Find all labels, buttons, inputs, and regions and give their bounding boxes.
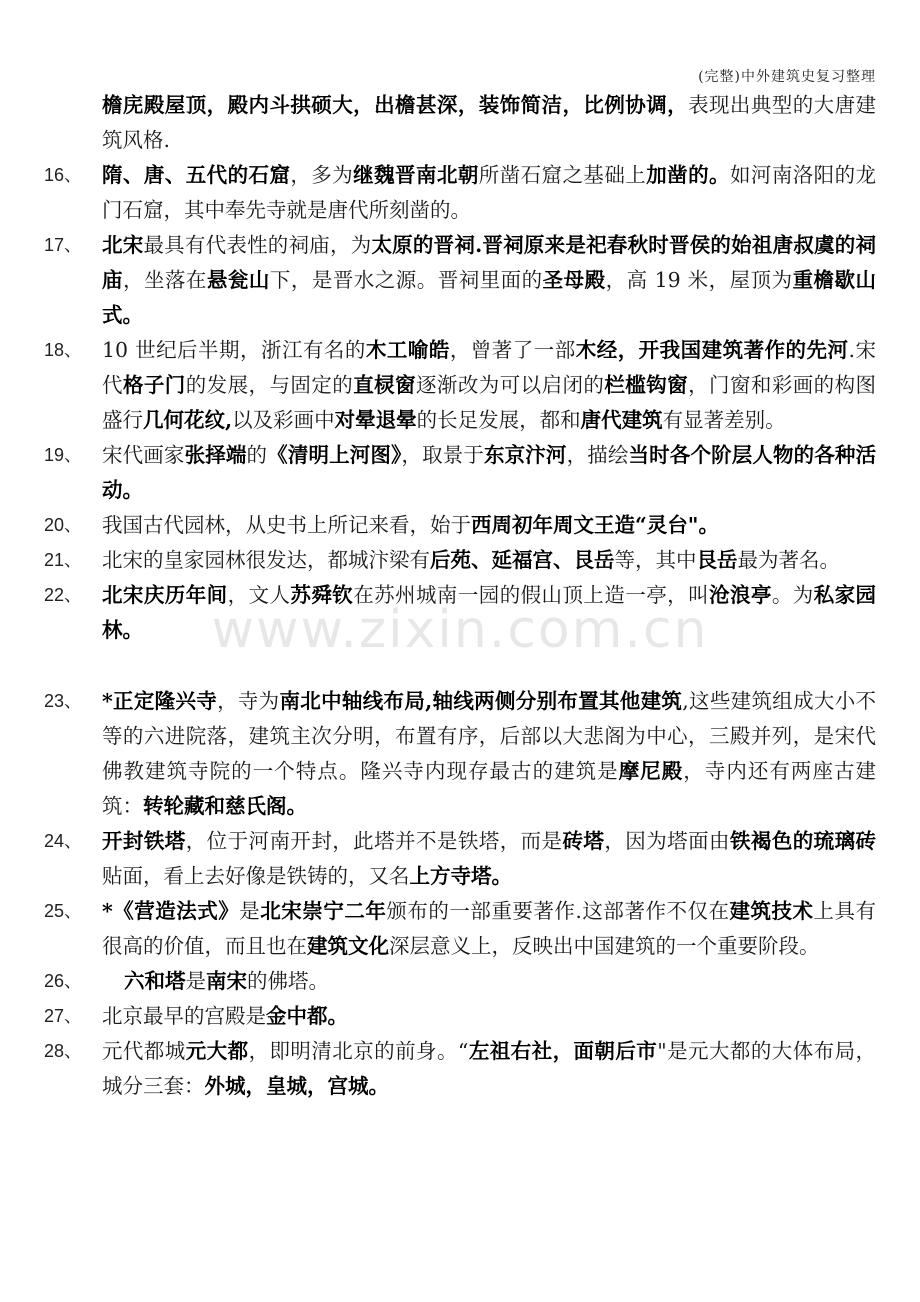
body-text: 的发展，与固定的: [185, 373, 354, 397]
emphasis-text: 六和塔: [124, 969, 186, 993]
emphasis-text: 建筑技术: [729, 899, 814, 923]
emphasis-text: 太原的晋祠.晋祠原来是祀春秋时晋侯的始祖唐叔虞的祠庙: [102, 233, 877, 292]
emphasis-text: 直棂窗: [353, 373, 416, 397]
item-text: [102, 578, 876, 648]
body-text: 贴面，看上去好像是铁铸的，又名: [102, 864, 410, 888]
emphasis-text: 北宋庆历年间: [102, 583, 228, 607]
body-text: ，坐落在: [122, 268, 207, 292]
list-item: [0, 1034, 920, 1104]
emphasis-text: 北宋: [102, 233, 144, 257]
item-number: 26、: [44, 971, 83, 991]
emphasis-text: *《营造法式》: [102, 899, 240, 923]
item-text: [102, 508, 876, 543]
item-text: [102, 964, 876, 999]
body-text: ，位于河南开封，此塔并不是铁塔，而是: [185, 829, 563, 853]
body-text: ，寺为: [217, 689, 280, 713]
emphasis-text: 檐庑殿屋顶，殿内斗拱硕大，出檐甚深，装饰简洁，比例协调，: [102, 93, 689, 117]
item-number: 16、: [44, 165, 83, 185]
emphasis-text: 东京汴河: [484, 443, 567, 467]
item-number: 20、: [44, 515, 83, 535]
emphasis-text: 金中都。: [266, 1004, 348, 1028]
list-item: [0, 894, 920, 964]
emphasis-text: 铁褐色的琉璃砖: [729, 829, 877, 853]
body-text: 最为著名。: [737, 548, 840, 572]
item-number: 17、: [44, 235, 83, 255]
item-number: 23、: [44, 691, 83, 711]
body-text: 以及彩画中: [232, 408, 335, 432]
paragraph-gap: [0, 648, 920, 684]
body-text: 北京最早的宫殿是: [102, 1004, 266, 1028]
emphasis-text: 栏槛钩窗: [604, 373, 689, 397]
document-body: [0, 88, 920, 1104]
emphasis-text: 开封铁塔: [102, 829, 186, 853]
emphasis-text: 后苑、延福宫、艮岳: [430, 548, 615, 572]
emphasis-text: 元大都: [185, 1039, 249, 1063]
body-text: ，描绘: [566, 443, 629, 467]
body-text: 逐渐改为可以启闭的: [415, 373, 605, 397]
list-item: [0, 964, 920, 999]
item-number: 22、: [44, 585, 83, 605]
emphasis-text: 《清明上河图》: [267, 443, 402, 467]
list-item: [0, 578, 920, 648]
body-text: ，寺内还有两座古建筑：: [102, 759, 877, 818]
item-text: [102, 1034, 876, 1104]
body-text: 如河南洛阳的龙门石窟，其中奉先寺就是唐代所刻凿的。: [102, 163, 877, 222]
emphasis-text: 转轮藏和慈氏阁。: [143, 794, 307, 818]
body-text: ，即明清北京的前身。“: [248, 1039, 469, 1063]
emphasis-text: 悬瓮山: [206, 268, 270, 292]
item-text: [102, 228, 876, 333]
item-text: [102, 333, 876, 438]
list-item: [0, 228, 920, 333]
body-text: 。为: [771, 583, 814, 607]
list-item: [0, 684, 920, 824]
item-text: [102, 543, 876, 578]
body-text: 的: [246, 443, 268, 467]
body-text: 是: [239, 899, 261, 923]
item-number: 27、: [44, 1006, 83, 1026]
body-text: 是: [185, 969, 206, 993]
body-text: 我国古代园林，从史书上所记来看，始于: [102, 513, 471, 537]
item-text: [102, 438, 876, 508]
list-item: [0, 543, 920, 578]
emphasis-text: 圣母殿: [542, 268, 606, 292]
item-number: 28、: [44, 1041, 83, 1061]
emphasis-text: 上方寺塔。: [409, 864, 512, 888]
list-item: [0, 158, 920, 228]
emphasis-text: 对晕退晕: [334, 408, 417, 432]
emphasis-text: 木工喻皓: [365, 338, 450, 362]
item-text: [102, 88, 876, 158]
emphasis-text: 张择端: [184, 443, 247, 467]
body-text: 北宋的皇家园林很发达，都城汴梁有: [102, 548, 430, 572]
item-text: [102, 824, 876, 894]
item-text: [102, 894, 876, 964]
page-header-title: (完整)中外建筑史复习整理: [698, 69, 876, 85]
emphasis-text: 南宋: [206, 969, 247, 993]
emphasis-text: 摩尼殿: [618, 759, 684, 783]
item-number: 18、: [44, 340, 83, 360]
emphasis-text: 木经，开我国建筑著作的先河: [575, 338, 849, 362]
body-text: "是元大都的大体布局，城分三套：: [102, 1039, 877, 1098]
emphasis-text: 南北中轴线布局,轴线两侧分别布置其他建筑: [279, 689, 683, 713]
emphasis-text: 左祖右社，面朝后市: [468, 1039, 658, 1063]
item-number: 21、: [44, 550, 83, 570]
item-text: [102, 999, 876, 1034]
body-text: 表现出典型的大唐建筑风格.: [102, 93, 877, 152]
list-item: [0, 438, 920, 508]
body-text: ，高 19 米，屋顶为: [605, 268, 793, 292]
body-text: 等，其中: [614, 548, 697, 572]
emphasis-text: 沧浪亭: [709, 583, 772, 607]
body-text: 有显著差别。: [662, 408, 786, 432]
emphasis-text: 私家园林。: [102, 583, 877, 642]
body-text: 下，是晋水之源。晋祠里面的: [269, 268, 543, 292]
list-item: [0, 508, 920, 543]
emphasis-text: 格子门: [122, 373, 186, 397]
emphasis-text: 几何花纹,: [143, 408, 233, 432]
emphasis-text: 继魏晋南北朝: [353, 163, 479, 187]
emphasis-text: *正定隆兴寺: [102, 689, 218, 713]
list-item: [0, 333, 920, 438]
body-text: ，文人: [227, 583, 291, 607]
emphasis-text: 苏舜钦: [290, 583, 354, 607]
body-text: 所凿石窟之基础上: [478, 163, 647, 187]
emphasis-text: 重檐歇山式。: [102, 268, 877, 327]
list-item: [0, 999, 920, 1034]
body-text: 元代都城: [102, 1039, 186, 1063]
emphasis-text: 外城，皇城，宫城。: [204, 1074, 389, 1098]
body-text: 的佛塔。: [247, 969, 329, 993]
body-text: 颁布的一部重要著作.这部著作不仅在: [386, 899, 730, 923]
emphasis-text: 北宋崇宁二年: [260, 899, 387, 923]
list-item: [0, 824, 920, 894]
emphasis-text: 西周初年周文王造“灵台"。: [471, 513, 719, 537]
body-text: 在苏州城南一园的假山顶上造一亭，叫: [353, 583, 710, 607]
body-text: 深层意义上，反映出中国建筑的一个重要阶段。: [389, 934, 820, 958]
body-text: ，门窗和彩画的构图盛行: [102, 373, 877, 432]
item-text: [102, 158, 876, 228]
item-number: 24、: [44, 831, 83, 851]
body-text: 的长足发展，都和: [416, 408, 581, 432]
body-text: .宋代: [102, 338, 877, 397]
body-text: 最具有代表性的祠庙，为: [143, 233, 372, 257]
emphasis-text: 砖塔: [562, 829, 605, 853]
body-text: ,这些建筑组成大小不等的六进院落，建筑主次分明，布置有序，后部以大悲阁为中心，三殿并列，是宋代佛教建筑寺院的一个特点。隆兴寺内现存最古的建筑是: [102, 689, 876, 783]
item-number: 19、: [44, 445, 83, 465]
body-text: ，多为: [290, 163, 354, 187]
watermark-text: www.zixin.com.cn: [211, 600, 709, 660]
item-text: [102, 684, 876, 824]
emphasis-text: 唐代建筑: [580, 408, 663, 432]
body-text: ，取景于: [401, 443, 484, 467]
item-number: 25、: [44, 901, 83, 921]
body-text: 上具有很高的价值，而且也在: [102, 899, 877, 958]
body-text: 10 世纪后半期，浙江有名的: [102, 338, 366, 362]
emphasis-text: 当时各个阶层人物的各种活动。: [102, 443, 877, 502]
emphasis-text: 艮岳: [696, 548, 738, 572]
emphasis-text: 加凿的。: [646, 163, 730, 187]
emphasis-text: 建筑文化: [307, 934, 389, 958]
list-item: [0, 88, 920, 158]
body-text: ，因为塔面由: [604, 829, 730, 853]
body-text: ，曾著了一部: [449, 338, 576, 362]
body-text: 宋代画家: [102, 443, 185, 467]
emphasis-text: 隋、唐、五代的石窟: [102, 163, 291, 187]
